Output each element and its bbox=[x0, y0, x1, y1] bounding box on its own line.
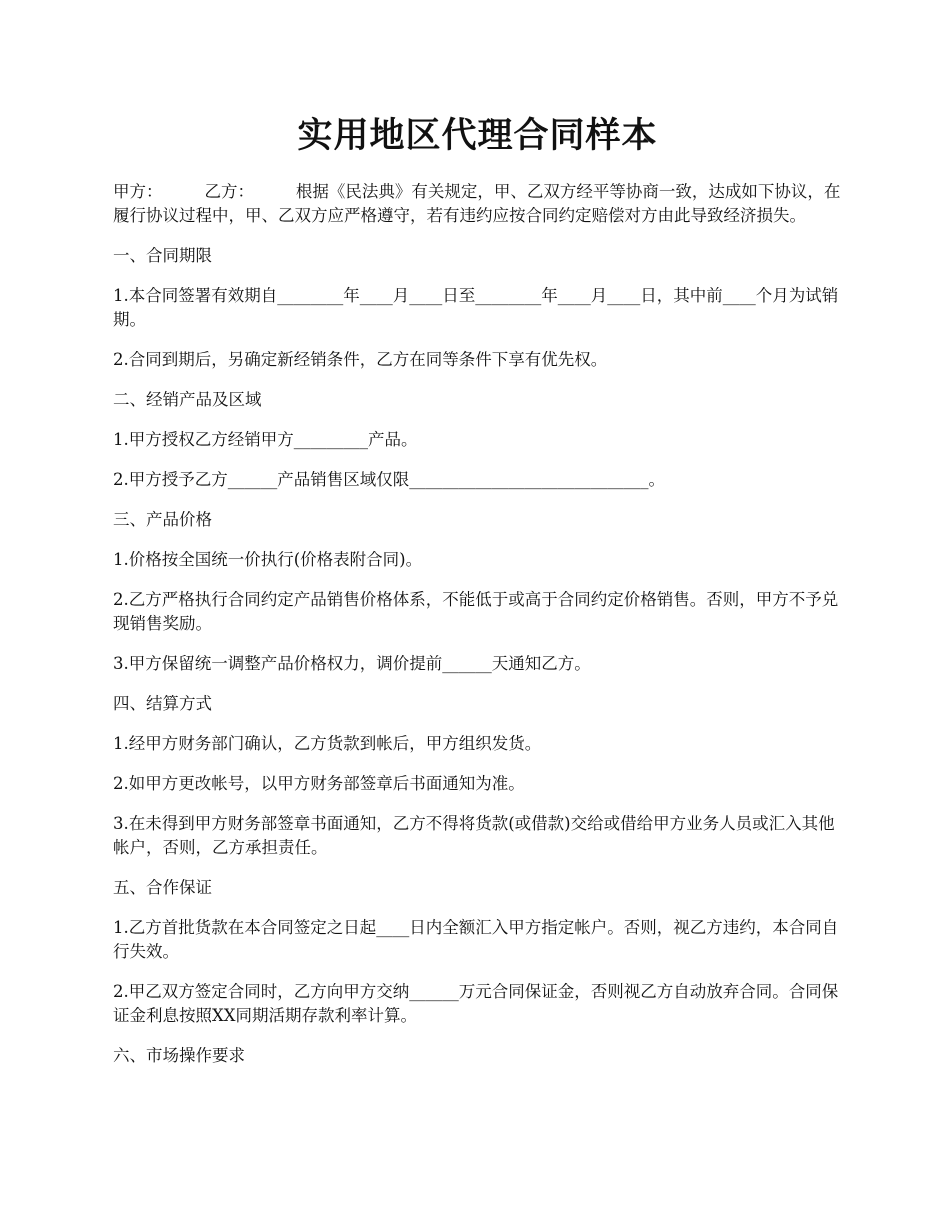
section-heading-product-price: 三、产品价格 bbox=[113, 510, 212, 529]
intro-paragraph: 甲方： 乙方： 根据《民法典》有关规定，甲、乙双方经平等协商一致，达成如下协议，在履行协议过程中，甲、乙双方应严格遵守，若有违约应按合同约定赔偿对方由此导致经济损失。 bbox=[113, 182, 841, 225]
clause-3-3: 3.甲方保留统一调整产品价格权力，调价提前______天通知乙方。 bbox=[113, 654, 591, 673]
clause-3-2: 2.乙方严格执行合同约定产品销售价格体系，不能低于或高于合同约定价格销售。否则，甲方不予兑现销售奖励。 bbox=[113, 590, 839, 633]
section-heading-cooperation-guarantee: 五、合作保证 bbox=[113, 878, 212, 897]
section-heading-contract-term: 一、合同期限 bbox=[113, 246, 212, 265]
clause-4-1: 1.经甲方财务部门确认，乙方货款到帐后，甲方组织发货。 bbox=[113, 734, 542, 753]
clause-1-2: 2.合同到期后，另确定新经销条件，乙方在同等条件下享有优先权。 bbox=[113, 350, 608, 369]
document-body bbox=[113, 180, 842, 1068]
clause-2-1: 1.甲方授权乙方经销甲方_________产品。 bbox=[113, 430, 418, 449]
clause-5-2: 2.甲乙双方签定合同时，乙方向甲方交纳______万元合同保证金，否则视乙方自动放弃合同。合同保证金利息按照XX同期活期存款利率计算。 bbox=[113, 982, 839, 1025]
clause-5-1: 1.乙方首批货款在本合同签定之日起____日内全额汇入甲方指定帐户。否则，视乙方违约，本合同自行失效。 bbox=[113, 918, 839, 961]
clause-2-2: 2.甲方授予乙方______产品销售区域仅限_____________________________。 bbox=[113, 470, 665, 489]
section-heading-settlement: 四、结算方式 bbox=[113, 694, 212, 713]
section-heading-market-operation: 六、市场操作要求 bbox=[113, 1046, 245, 1065]
section-heading-products-region: 二、经销产品及区域 bbox=[113, 390, 262, 409]
clause-4-2: 2.如甲方更改帐号，以甲方财务部签章后书面通知为准。 bbox=[113, 774, 525, 793]
clause-4-3: 3.在未得到甲方财务部签章书面通知，乙方不得将货款(或借款)交给或借给甲方业务人员或汇入其他帐户，否则，乙方承担责任。 bbox=[113, 814, 835, 857]
clause-1-1: 1.本合同签署有效期自________年____月____日至________年____月____日，其中前____个月为试销期。 bbox=[113, 286, 839, 329]
clause-3-1: 1.价格按全国统一价执行(价格表附合同)。 bbox=[113, 550, 423, 569]
document-title: 实用地区代理合同样本 bbox=[297, 115, 658, 156]
